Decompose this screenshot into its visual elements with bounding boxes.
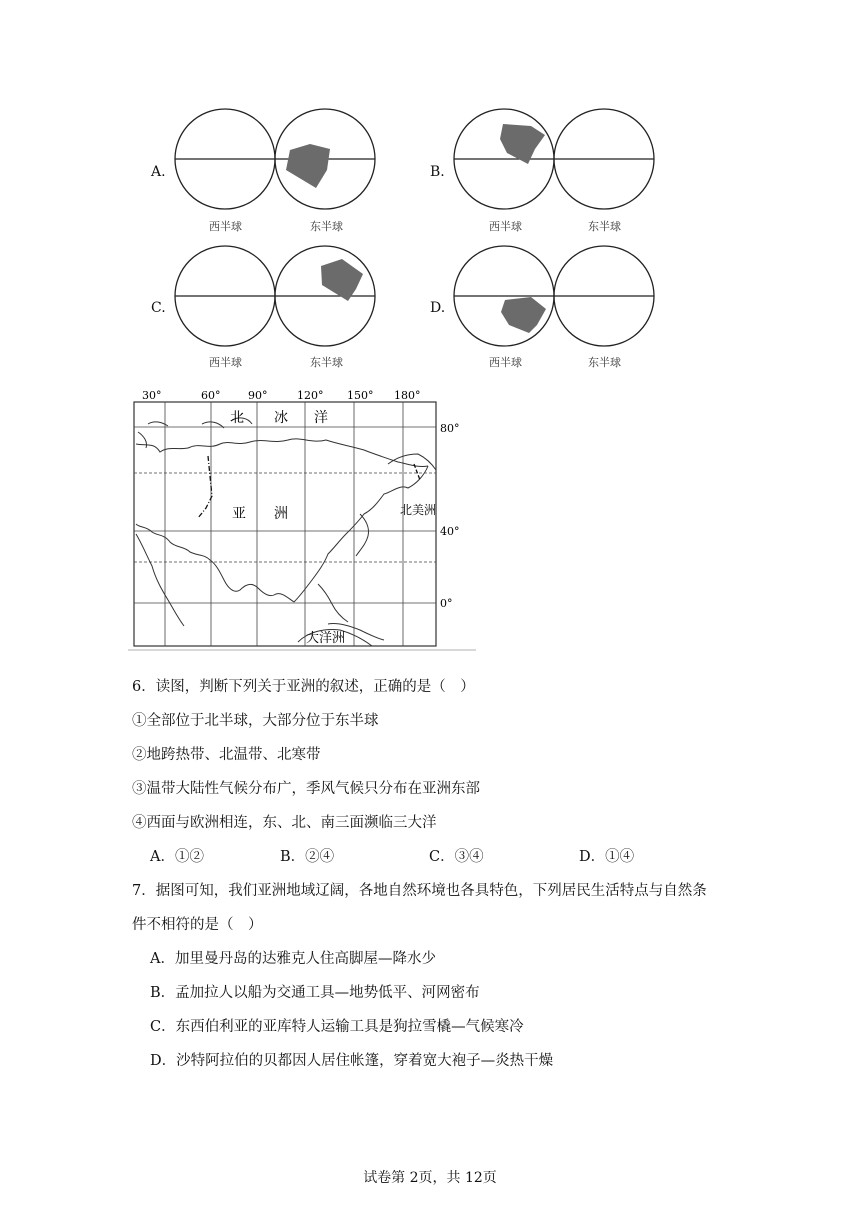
hemisphere-diagram-b	[449, 108, 661, 210]
arctic-ocean-label-2: 冰	[274, 410, 288, 426]
option-a-letter: A.	[151, 164, 166, 180]
lat-label-40: 40°	[440, 525, 460, 538]
oceania-label: 大洋洲	[306, 631, 346, 646]
q6-choice-a[interactable]	[150, 845, 204, 866]
option-c-west-label: 西半球	[209, 356, 242, 369]
q6-statement-2: ②地跨热带、北温带、北寒带	[132, 747, 321, 763]
hemisphere-diagram-c	[170, 245, 382, 347]
asia-label-1: 亚	[232, 506, 246, 522]
q6-choice-a-text: ①②	[174, 849, 204, 865]
q6-statement-1: ①全部位于北半球，大部分位于东半球	[132, 713, 379, 729]
arctic-ocean-label-3: 洋	[314, 410, 328, 426]
asia-map	[128, 384, 478, 654]
lon-label-180: 180°	[394, 389, 421, 402]
option-d-east-label: 东半球	[588, 356, 621, 369]
lon-label-150: 150°	[347, 389, 374, 402]
option-b-letter: B.	[430, 164, 445, 180]
lon-label-90: 90°	[248, 389, 268, 402]
option-b-east-label: 东半球	[588, 220, 621, 233]
option-c-letter: C.	[151, 300, 166, 316]
page-footer: 试卷第 2页，共 12页	[363, 1170, 497, 1186]
q6-choice-d-text: ①④	[605, 849, 635, 865]
q7-choice-d[interactable]: D．沙特阿拉伯的贝都因人居住帐篷，穿着宽大袍子—炎热干燥	[150, 1053, 554, 1069]
q7-choice-c[interactable]: C．东西伯利亚的亚库特人运输工具是狗拉雪橇—气候寒冷	[150, 1019, 524, 1035]
q6-statement-4: ④西面与欧洲相连，东、北、南三面濒临三大洋	[132, 815, 437, 831]
option-b-west-label: 西半球	[489, 220, 522, 233]
coastlines	[136, 418, 436, 646]
arctic-ocean-label-1: 北	[230, 410, 244, 426]
lon-label-120: 120°	[297, 389, 324, 402]
q6-statement-3: ③温带大陆性气候分布广，季风气候只分布在亚洲东部	[132, 781, 480, 797]
q6-stem: 6．读图，判断下列关于亚洲的叙述，正确的是（ ）	[132, 679, 475, 695]
option-d-west-label: 西半球	[489, 356, 522, 369]
q6-choice-d-letter: D．	[579, 849, 606, 865]
q6-choice-c[interactable]	[429, 845, 484, 866]
q6-choice-b-text: ②④	[305, 849, 335, 865]
q6-choice-b-letter: B．	[280, 849, 306, 865]
option-a-west-label: 西半球	[209, 220, 242, 233]
q6-choice-c-text: ③④	[454, 849, 484, 865]
option-c-east-label: 东半球	[310, 356, 343, 369]
north-america-label: 北美洲	[400, 503, 437, 517]
map-frame	[134, 402, 436, 646]
q6-choice-b[interactable]	[280, 845, 334, 866]
option-a-east-label: 东半球	[310, 220, 343, 233]
q7-choice-a[interactable]: A．加里曼丹岛的达雅克人住高脚屋—降水少	[150, 951, 436, 967]
q6-choice-c-letter: C．	[429, 849, 455, 865]
q7-stem-line2: 件不相符的是（ ）	[132, 917, 263, 933]
q6-choice-d[interactable]	[579, 845, 634, 866]
asia-label-2: 洲	[274, 506, 288, 522]
option-d-letter: D.	[430, 300, 446, 316]
q7-choice-b[interactable]: B．孟加拉人以船为交通工具—地势低平、河网密布	[150, 985, 480, 1001]
q6-choice-a-letter: A．	[150, 849, 175, 865]
hemisphere-diagram-a	[170, 108, 382, 210]
hemisphere-diagram-d	[449, 245, 661, 347]
lat-label-0: 0°	[440, 597, 453, 610]
lat-label-80: 80°	[440, 422, 460, 435]
lon-label-30: 30°	[142, 389, 162, 402]
lon-label-60: 60°	[201, 389, 221, 402]
q7-stem-line1: 7．据图可知，我们亚洲地域辽阔，各地自然环境也各具特色，下列居民生活特点与自然条	[132, 883, 707, 899]
asia-europe-boundary	[198, 456, 212, 518]
